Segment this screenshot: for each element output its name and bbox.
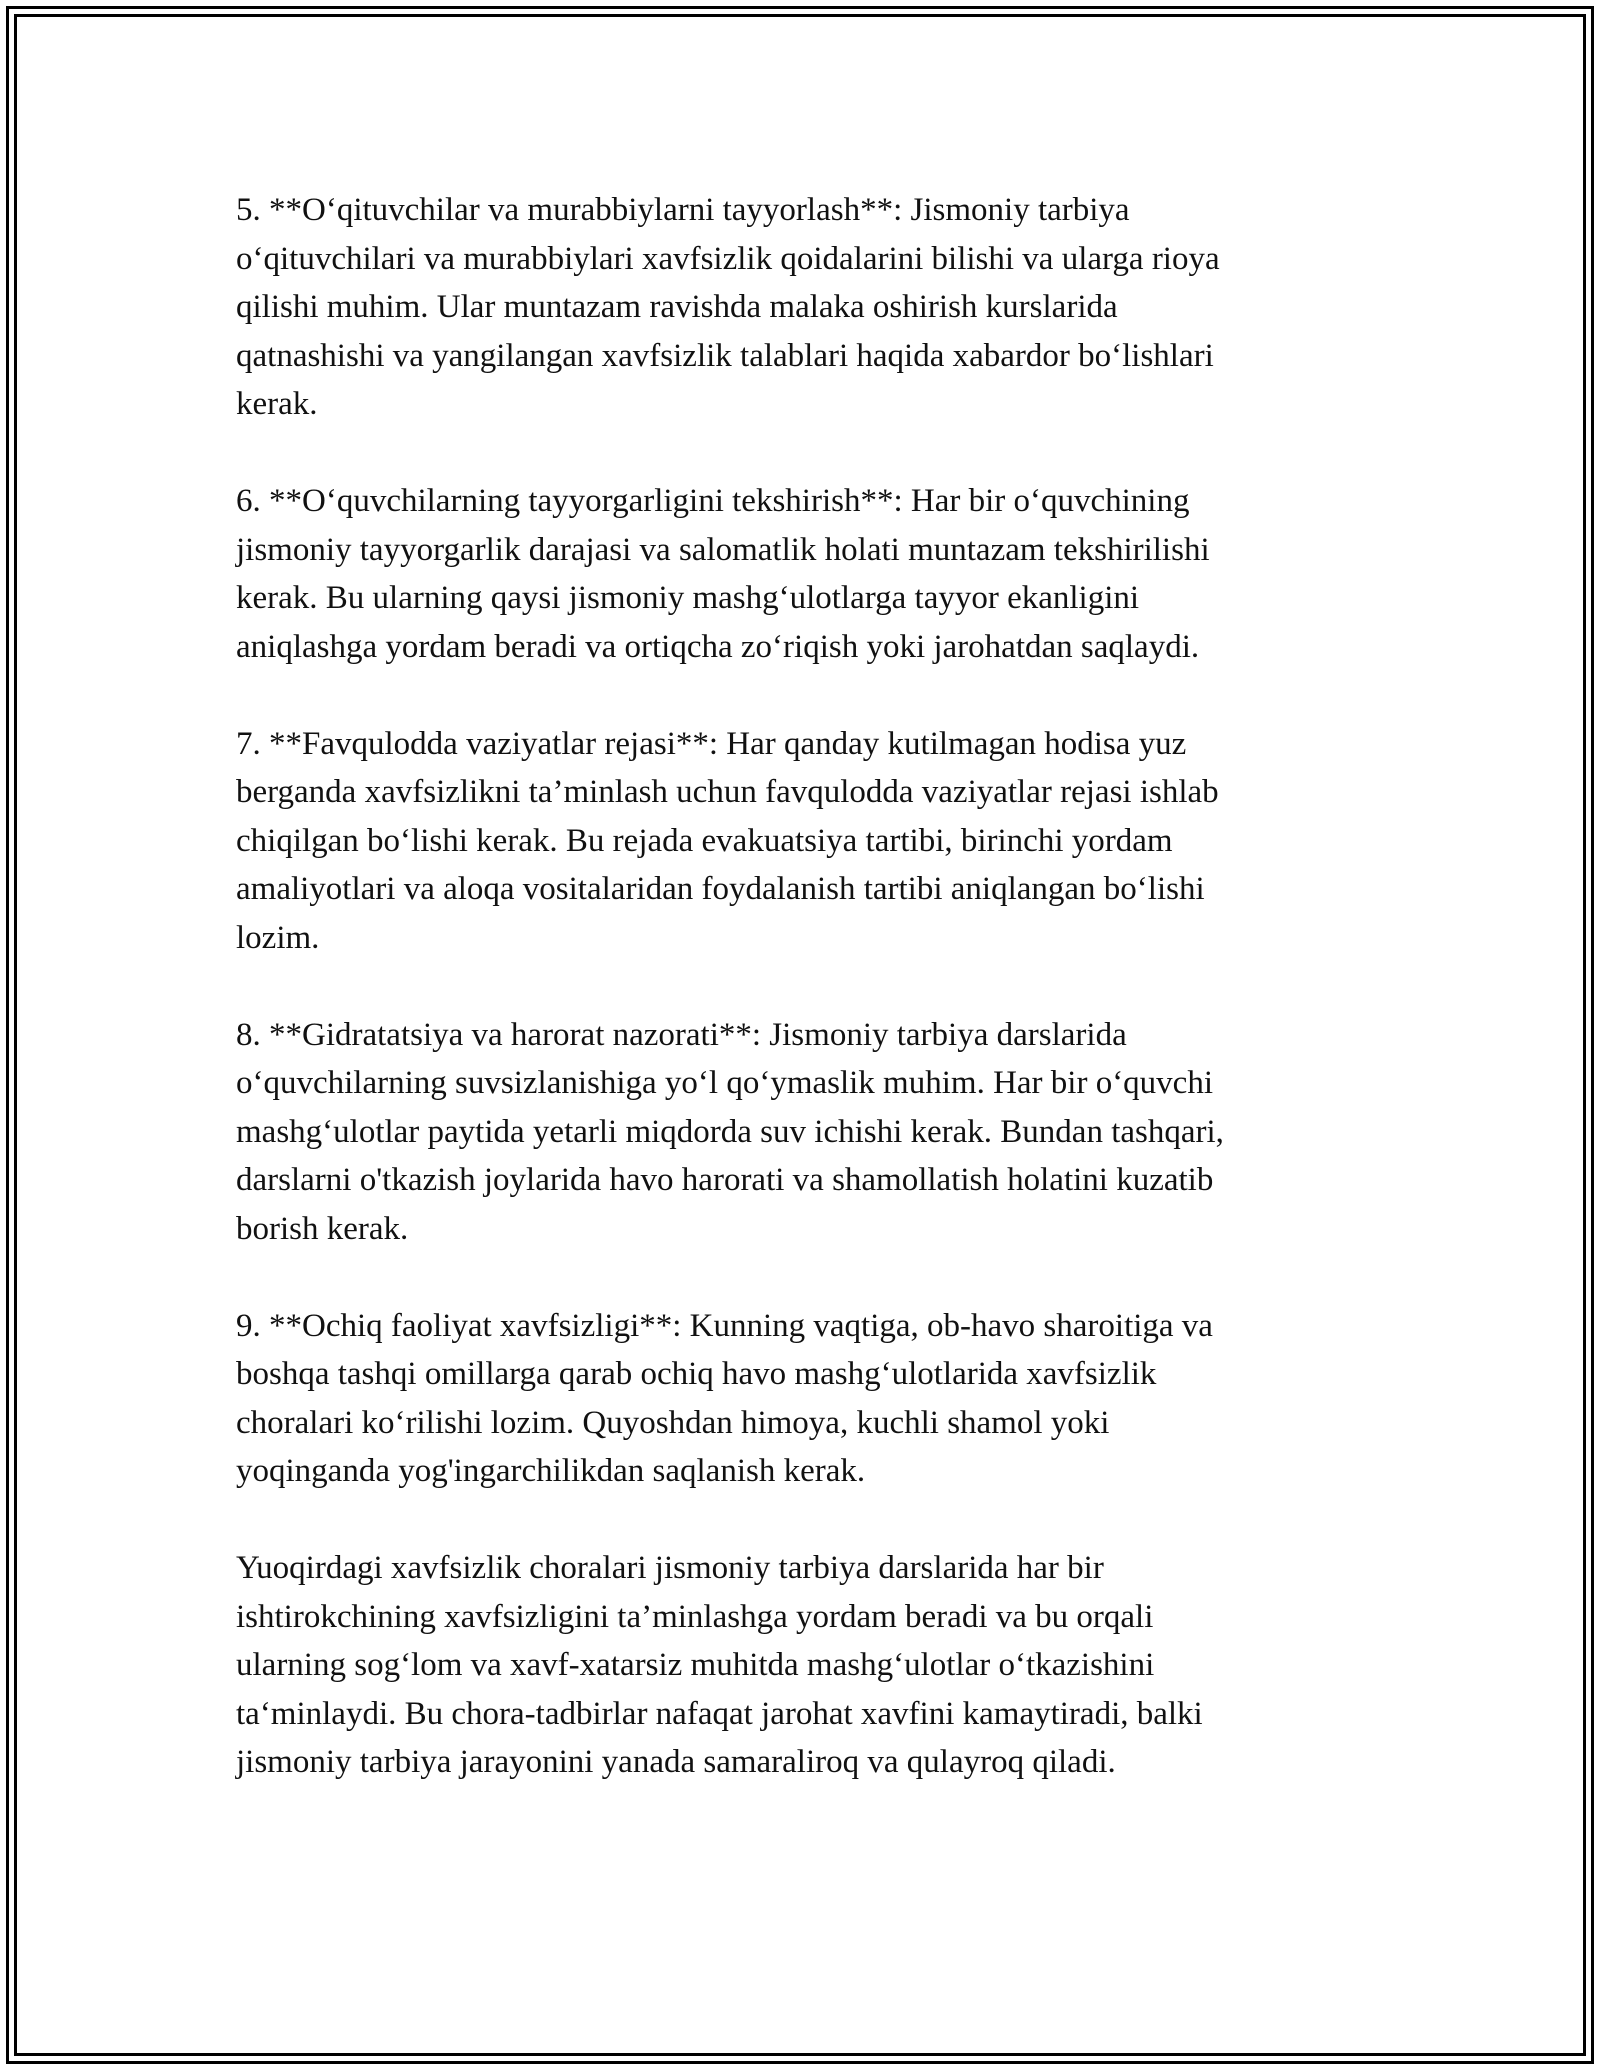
paragraph-item-5: 5. **O‘qituvchilar va murabbiylarni tayyorlash**: Jismoniy tarbiya o‘qituvchilari va murabbiylari xavfsizlik qoidalarini bilishi va ularga rioya qilishi muhim. Ular muntazam ravishda malaka oshirish kurslarida qatnashishi va yangilangan xavfsizlik talablari haqida xabardor bo‘lishlari kerak. (236, 192, 1220, 422)
paragraph-item-7: 7. **Favqulodda vaziyatlar rejasi**: Har qanday kutilmagan hodisa yuz berganda xavfsizlikni ta’minlash uchun favqulodda vaziyatlar rejasi ishlab chiqilgan bo‘lishi kerak. Bu rejada evakuatsiya tartibi, birinchi yordam amaliyotlari va aloqa vositalaridan foydalanish tartibi aniqlangan bo‘lishi lozim. (236, 725, 1219, 956)
paragraph-item-8: 8. **Gidratatsiya va harorat nazorati**: Jismoniy tarbiya darslarida o‘quvchilarning suvsizlanishiga yo‘l qo‘ymaslik muhim. Har bir o‘quvchi mashg‘ulotlar paytida yetarli miqdorda suv ichishi kerak. Bundan tashqari, darslarni o'tkazish joylarida havo harorati va shamollatish holatini kuzatib borish kerak. (236, 1016, 1224, 1247)
document-body (236, 186, 1356, 1835)
paragraph-item-9: 9. **Ochiq faoliyat xavfsizligi**: Kunning vaqtiga, ob-havo sharoitiga va boshqa tashqi omillarga qarab ochiq havo mashg‘ulotlarida xavfsizlik choralari ko‘rilishi lozim. Quyoshdan himoya, kuchli shamol yoki yoqinganda yog'ingarchilikdan saqlanish kerak. (236, 1307, 1213, 1489)
paragraph-conclusion: Yuoqirdagi xavfsizlik choralari jismoniy tarbiya darslarida har bir ishtirokchining xavfsizligini ta’minlashga yordam beradi va bu orqali ularning sog‘lom va xavf-xatarsiz muhitda mashg‘ulotlar o‘tkazishini ta‘minlaydi. Bu chora-tadbirlar nafaqat jarohat xavfini kamaytiradi, balki jismoniy tarbiya jarayonini yanada samaraliroq va qulayroq qiladi. (236, 1550, 1203, 1780)
paragraph-item-6: 6. **O‘quvchilarning tayyorgarligini tekshirish**: Har bir o‘quvchining jismoniy tayyorgarlik darajasi va salomatlik holati muntazam tekshirilishi kerak. Bu ularning qaysi jismoniy mashg‘ulotlarga tayyor ekanligini aniqlashga yordam beradi va ortiqcha zo‘riqish yoki jarohatdan saqlaydi. (236, 483, 1210, 665)
